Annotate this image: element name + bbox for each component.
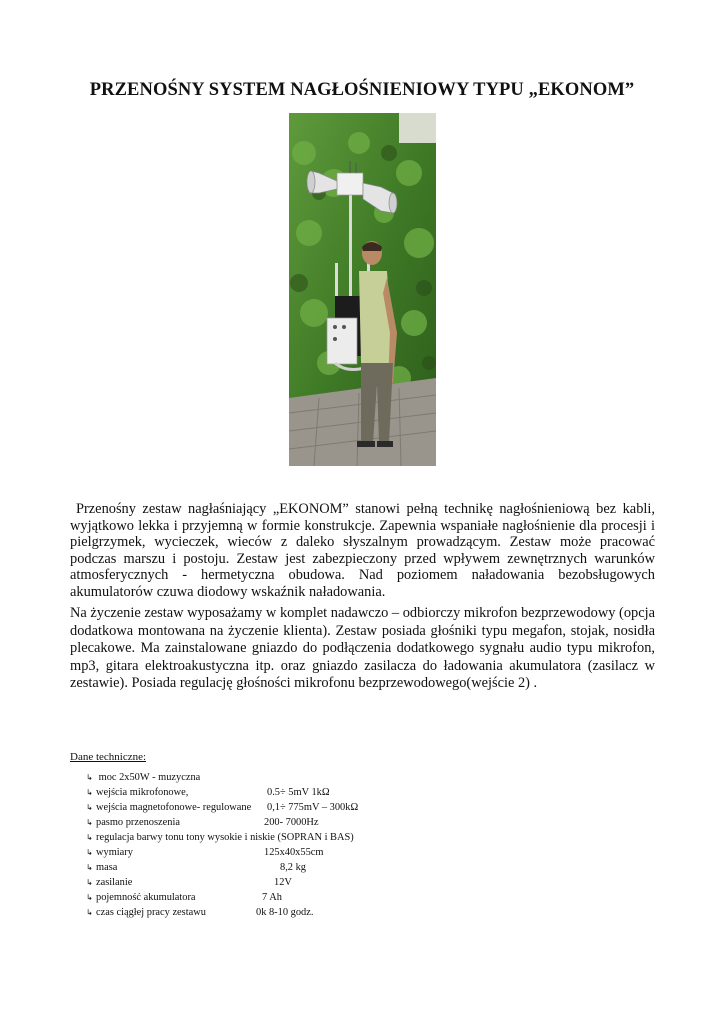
intro-paragraph-2: Na życzenie zestaw wyposażamy w komplet nadawczo – odbiorczy mikrofon bezprzewodowy (opcja dodatkowa montowana na życzenie klienta). Zestaw posiada głośniki typu megafon, stojak, nosidła plecakowe. Ma zainstalowane gniazdo do podłączenia dodatkowego sygnału audio typu mikrofon, mp3, gitara elektroakustyczna itp. oraz gniazdo zasilacza do ładowania akumulatora (zasilacz w zestawie). Posiada regulację głośności mikrofonu bezprzewodowego(wejście 2) . xyxy=(70,605,655,692)
spec-item xyxy=(86,770,506,785)
spec-label: zasilanie xyxy=(96,877,133,888)
product-photo xyxy=(289,113,436,466)
spec-value: 0,1÷ 775mV – 300kΩ xyxy=(267,802,359,813)
arrow-bullet-icon: ↳ xyxy=(86,803,93,812)
spec-label: masa xyxy=(96,862,118,873)
intro-paragraph-1: Przenośny zestaw nagłaśniający „EKONOM” stanowi pełną technikę nagłośnieniową bez kabli, wyjątkowo lekka i przyjemną w formie konstrukcje. Zapewnia wspaniałe nagłośnienie dla procesji i pielgrzymek, wycieczek, wieców z daleko słyszalnym prowadzącym. Zestaw może pracować podczas marszu i postoju. Zestaw jest zabezpieczony przed wpływem zewnętrznych warunków atmosferycznych - hermetyczna obudowa. Nad poziomem naładowania bezobsługowych akumulatorów czuwa diodowy wskaźnik naładowania. xyxy=(70,501,655,600)
spec-label: czas ciągłej pracy zestawu xyxy=(96,907,206,918)
spec-item xyxy=(86,785,506,800)
spec-item xyxy=(86,860,506,875)
spec-value: 12V xyxy=(274,877,292,888)
spec-label: wymiary xyxy=(96,847,133,858)
specs-list xyxy=(86,770,506,920)
spec-item xyxy=(86,905,506,920)
arrow-bullet-icon: ↳ xyxy=(86,833,93,842)
arrow-bullet-icon: ↳ xyxy=(86,908,93,917)
spec-item xyxy=(86,890,506,905)
spec-item xyxy=(86,845,506,860)
arrow-bullet-icon: ↳ xyxy=(86,848,93,857)
spec-value: 200- 7000Hz xyxy=(264,817,319,828)
arrow-bullet-icon: ↳ xyxy=(86,773,93,782)
spec-label: wejścia mikrofonowe, xyxy=(96,787,189,798)
arrow-bullet-icon: ↳ xyxy=(86,863,93,872)
arrow-bullet-icon: ↳ xyxy=(86,878,93,887)
arrow-bullet-icon: ↳ xyxy=(86,788,93,797)
spec-value: 125x40x55cm xyxy=(264,847,324,858)
spec-label: pasmo przenoszenia xyxy=(96,817,180,828)
specs-heading: Dane techniczne: xyxy=(70,751,147,763)
spec-item xyxy=(86,875,506,890)
spec-label: moc 2x50W - muzyczna xyxy=(98,772,201,783)
spec-item xyxy=(86,800,506,815)
spec-label: pojemność akumulatora xyxy=(96,892,196,903)
page-title: PRZENOŚNY SYSTEM NAGŁOŚNIENIOWY TYPU „EKONOM” xyxy=(89,80,635,101)
spec-label: regulacja barwy tonu tony wysokie i niskie (SOPRAN i BAS) xyxy=(96,832,354,843)
spec-value: 0.5÷ 5mV 1kΩ xyxy=(267,787,330,798)
spec-item xyxy=(86,815,506,830)
spec-value: 0k 8-10 godz. xyxy=(256,907,314,918)
spec-item xyxy=(86,830,506,845)
arrow-bullet-icon: ↳ xyxy=(86,893,93,902)
spec-value: 7 Ah xyxy=(262,892,282,903)
arrow-bullet-icon: ↳ xyxy=(86,818,93,827)
spec-label: wejścia magnetofonowe- regulowane xyxy=(96,802,252,813)
spec-value: 8,2 kg xyxy=(280,862,306,873)
